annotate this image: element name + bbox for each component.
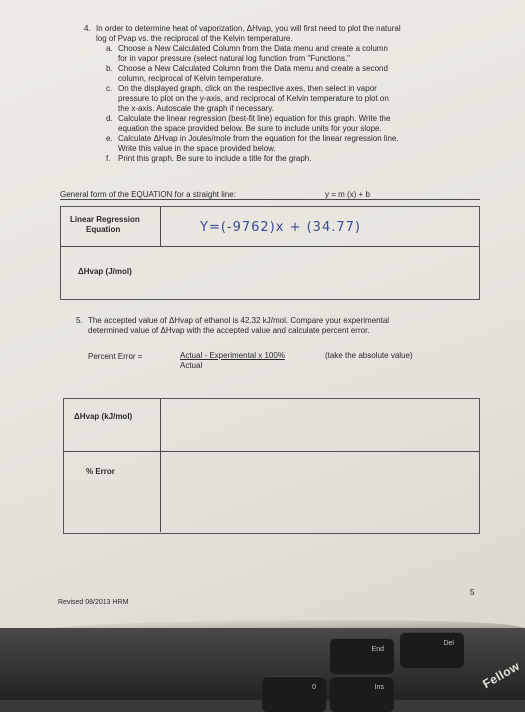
percent-error-label: Percent Error = <box>88 352 143 361</box>
key-ins: Ins <box>330 676 394 712</box>
q4-step-letter: b. <box>106 64 113 73</box>
general-form-equation: y = m (x) + b <box>325 190 370 199</box>
q4-table-col-divider <box>160 206 161 246</box>
q4-step-text: Write this value in the space provided below. <box>118 144 276 153</box>
fellow-sticker: Fellow <box>479 658 522 692</box>
percent-error-numerator: Actual - Experimental x 100% <box>180 351 285 360</box>
key-del: Del <box>400 632 464 668</box>
q4-step-text: Choose a New Calculated Column from the Data menu and create a second <box>118 64 388 73</box>
q4-step-text: Calculate the linear regression (best-fit line) equation for this graph. Write the <box>118 114 391 123</box>
q5-line1: The accepted value of ΔHvap of ethanol is 42.32 kJ/mol. Compare your experimental <box>88 316 390 325</box>
general-form-label: General form of the EQUATION for a straight line: <box>60 190 236 199</box>
key-end: End <box>330 638 394 674</box>
laptop-keyboard <box>0 628 525 700</box>
q4-step-text: pressure to plot on the y-axis, and reciprocal of Kelvin temperature to plot on <box>118 94 389 103</box>
q4-step-text: Print this graph. Be sure to include a title for the graph. <box>118 154 312 163</box>
delta-h-vap-jmol-label: ΔHvap (J/mol) <box>78 267 132 276</box>
q4-step-text: Calculate ΔHvap in Joules/mole from the equation for the linear regression line. <box>118 134 399 143</box>
general-form-underline <box>60 199 480 200</box>
q5-number: 5. <box>76 316 83 325</box>
q4-step-letter: f. <box>106 154 111 163</box>
q5-table-col-divider <box>160 398 161 532</box>
q4-step-text: for in vapor pressure (select natural log function from "Functions." <box>118 54 351 63</box>
percent-error-denominator: Actual <box>180 361 203 370</box>
q5-line2: determined value of ΔHvap with the accepted value and calculate percent error. <box>88 326 370 335</box>
key-zero: 0 <box>262 676 326 712</box>
q4-step-text: On the displayed graph, click on the respective axes, then select in vapor <box>118 84 377 93</box>
linear-regression-label-line2: Equation <box>86 225 121 234</box>
q4-intro-line2: log of Pvap vs. the reciprocal of the Kelvin temperature. <box>96 34 293 43</box>
q4-intro-line1: In order to determine heat of vaporization, ΔHvap, you will first need to plot the natural <box>96 24 401 33</box>
q4-step-text: the x-axis. Autoscale the graph if necessary. <box>118 104 274 113</box>
revised-footer: Revised 08/2013 HRM <box>58 599 129 606</box>
q4-step-text: Choose a New Calculated Column from the Data menu and create a column <box>118 44 388 53</box>
q5-table-row-divider <box>63 451 479 452</box>
q4-step-letter: a. <box>106 44 113 53</box>
q4-number: 4. <box>84 24 91 33</box>
q4-step-text: equation the space provided below. Be sure to include units for your slope. <box>118 124 382 133</box>
q4-step-letter: d. <box>106 114 113 123</box>
delta-h-vap-kjmol-label: ΔHvap (kJ/mol) <box>74 412 133 421</box>
q4-step-letter: e. <box>106 134 113 143</box>
q4-step-letter: c. <box>106 84 113 93</box>
handwritten-regression-equation: Y=(-9762)x + (34.77) <box>200 220 361 235</box>
q4-table-row-divider <box>60 246 479 247</box>
q4-step-text: column, reciprocal of Kelvin temperature. <box>118 74 264 83</box>
absolute-value-note: (take the absolute value) <box>325 351 413 360</box>
percent-error-row-label: % Error <box>86 467 115 476</box>
linear-regression-label-line1: Linear Regression <box>70 215 140 224</box>
page-number: 5 <box>470 588 475 597</box>
